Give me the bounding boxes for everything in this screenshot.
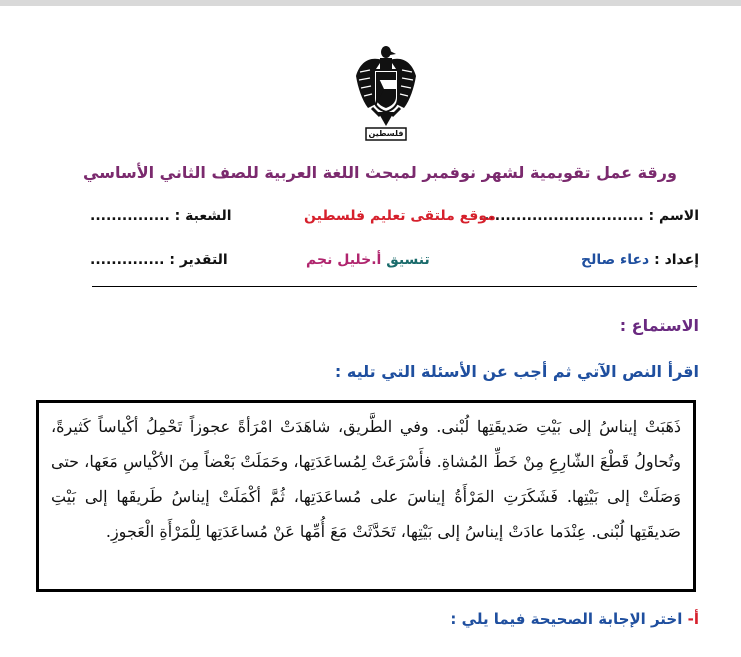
coord-name: أ.خليل نجم bbox=[306, 252, 382, 268]
site-label: موقع ملتقى تعليم فلسطين bbox=[304, 208, 496, 224]
section-field[interactable] bbox=[90, 208, 232, 224]
name-blank: ............................... bbox=[478, 208, 644, 224]
listening-instruction: اقرأ النص الآتي ثم أجب عن الأسئلة التي تليه : bbox=[334, 362, 699, 381]
name-label: الاسم : bbox=[648, 208, 699, 224]
reading-passage: ذَهَبَتْ إيناسُ إلى بَيْتِ صَديقَتِها لُبْنى. وفي الطَّريق، شاهَدَتْ امْرَأةً عجوزاً تَحْمِلُ أكْياساً كَثيرةً، وتُحاولُ قَطْعَ الشّارِعِ مِنْ خَطِّ المُشاةِ. فأَسْرَعَتْ لِمُساعَدَتِها، وحَمَلَتْ بَعْضاً مِنَ الأكْياسِ مَعَها، حتى وَصَلَتْ إلى بَيْتِها. فَشَكَرَتِ المَرْأَةُ إيناسَ على مُساعَدَتِها، ثُمَّ أكْمَلَتْ إيناسُ طَريقَها إلى بَيْتِ صَديقَتِها لُبْنى. عِنْدَما عادَتْ إيناسُ إلى بَيْتِها، تَحَدَّثَتْ مَعَ أُمِّها عَنْ مُساعَدَتِها لِلْمَرْأَةِ الْعَجوزِ. bbox=[36, 400, 696, 592]
prepared-name: دعاء صالح bbox=[581, 252, 650, 268]
listening-heading: الاستماع : bbox=[619, 316, 699, 335]
section-label: الشعبة : bbox=[174, 208, 232, 224]
top-bar bbox=[0, 0, 741, 6]
grade-blank: .............. bbox=[90, 252, 165, 268]
grade-field[interactable] bbox=[90, 252, 228, 268]
question-a-letter: أ- bbox=[687, 610, 699, 628]
emblem-caption: فلسطين bbox=[368, 129, 404, 138]
header-divider bbox=[92, 286, 697, 287]
grade-label: التقدير : bbox=[169, 252, 228, 268]
palestine-eagle-emblem-icon bbox=[352, 42, 420, 144]
prepared-by bbox=[581, 252, 699, 268]
coord-label: تنسيق bbox=[386, 252, 430, 268]
worksheet-title: ورقة عمل تقويمية لشهر نوفمبر لمبحث اللغة العربية للصف الثاني الأساسي bbox=[83, 163, 677, 182]
question-a bbox=[450, 610, 699, 628]
coordination bbox=[306, 252, 430, 268]
question-a-text: اختر الإجابة الصحيحة فيما يلي : bbox=[450, 610, 683, 628]
prepared-label: إعداد : bbox=[654, 252, 699, 268]
section-blank: ............... bbox=[90, 208, 170, 224]
name-field[interactable] bbox=[479, 208, 699, 224]
